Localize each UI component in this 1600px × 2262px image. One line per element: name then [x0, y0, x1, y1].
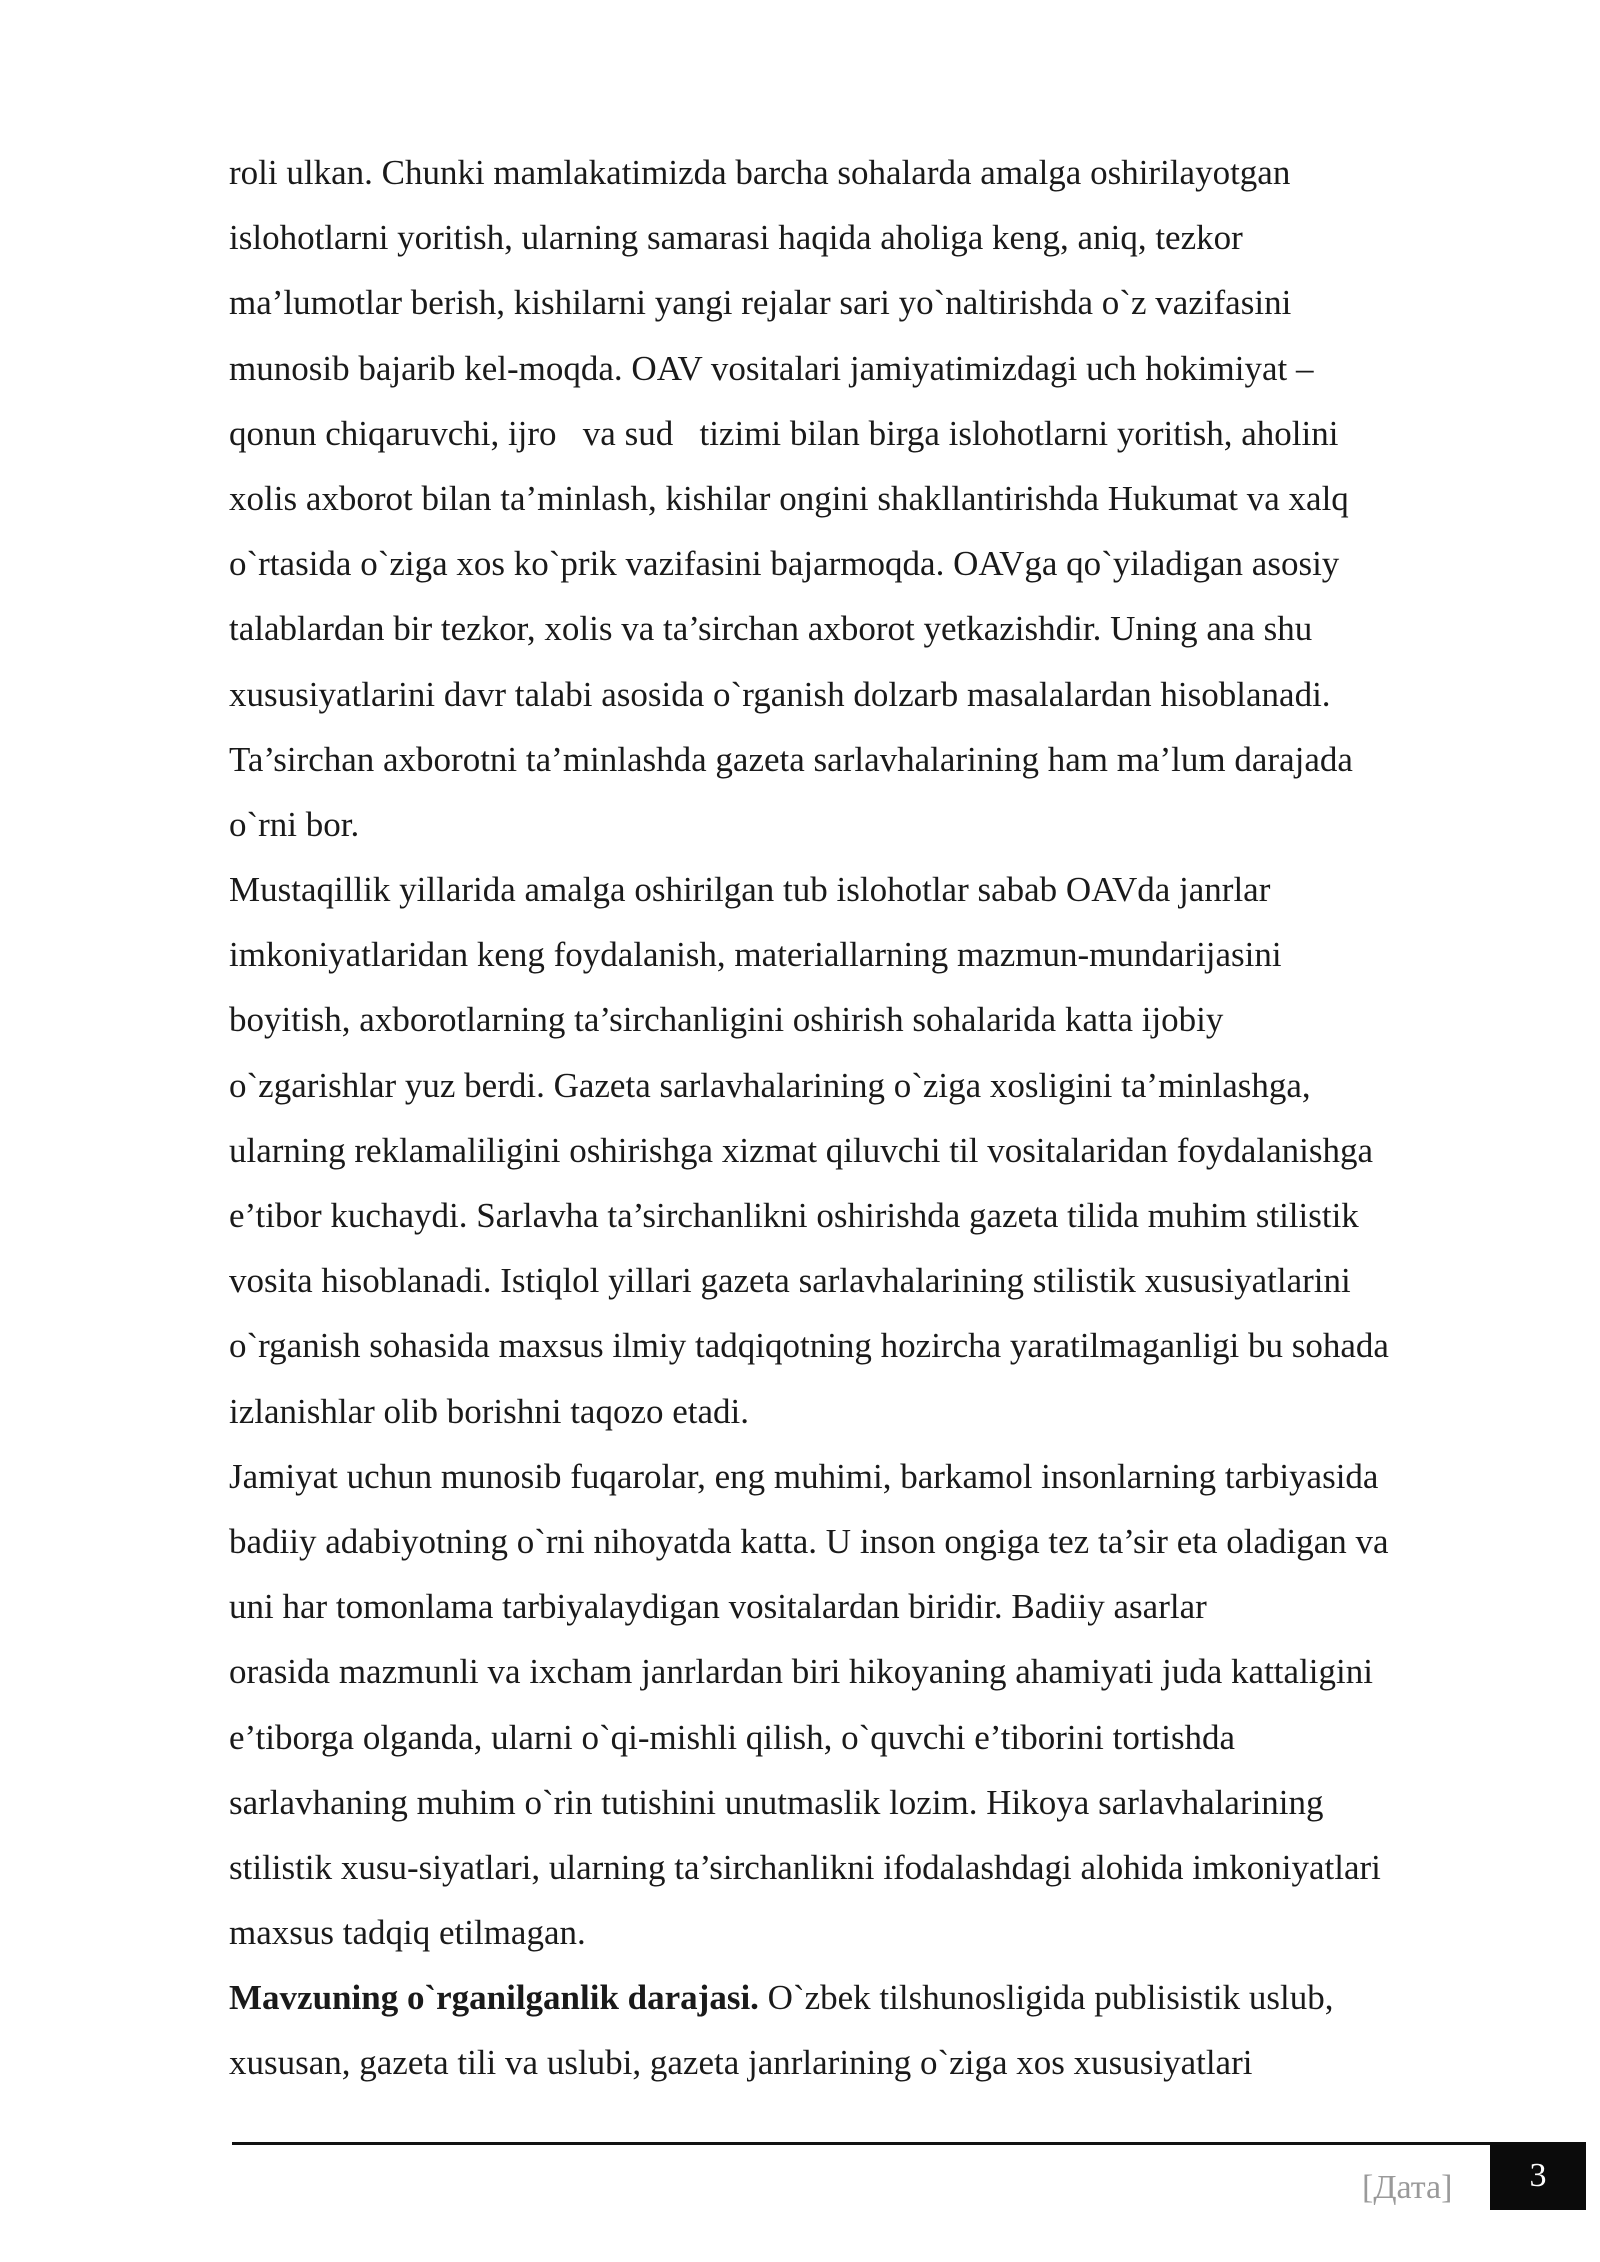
section-heading: Mavzuning o`rganilganlik darajasi. — [229, 1978, 759, 2018]
text-line: orasida mazmunli va ixcham janrlardan biri hikoyaning ahamiyati juda kattaligini — [229, 1652, 1373, 1692]
text-line: e’tiborga olganda, ularni o`qi-mishli qilish, o`quvchi e’tiborini tortishda — [229, 1717, 1236, 1757]
heading-line — [229, 1965, 1489, 2030]
text-line: o`zgarishlar yuz berdi. Gazeta sarlavhalarining o`ziga xosligini ta’minlashga, — [229, 1065, 1311, 1105]
text-line: roli ulkan. Chunki mamlakatimizda barcha sohalarda amalga oshirilayotgan — [229, 153, 1291, 192]
page-body — [229, 140, 1489, 2096]
text-line: xususiyatlarini davr talabi asosida o`rganish dolzarb masalalardan hisoblanadi. — [229, 674, 1331, 714]
text-line: izlanishlar olib borishni taqozo etadi. — [229, 1391, 750, 1431]
text-line: Mustaqillik yillarida amalga oshirilgan tub islohotlar sabab OAVda janrlar — [229, 870, 1271, 910]
text-line: uni har tomonlama tarbiyalaydigan vositalardan biridir. Badiiy asarlar — [229, 1587, 1207, 1627]
text-line: o`rtasida o`ziga xos ko`prik vazifasini bajarmoqda. OAVga qo`yiladigan asosiy — [229, 544, 1340, 584]
text-line: qonun chiqaruvchi, ijro va sud tizimi bilan birga islohotlarni yoritish, aholini — [229, 413, 1339, 453]
text-line: ularning reklamaliligini oshirishga xizmat qiluvchi til vositalaridan foydalanishga — [229, 1130, 1374, 1170]
text-line: e’tibor kuchaydi. Sarlavha ta’sirchanlikni oshirishda gazeta tilida muhim stilistik — [229, 1196, 1359, 1235]
text-line: Ta’sirchan axborotni ta’minlashda gazeta sarlavhalarining ham ma’lum darajada — [229, 739, 1353, 779]
text-line: islohotlarni yoritish, ularning samarasi haqida aholiga keng, aniq, tezkor — [229, 218, 1243, 258]
text-line: imkoniyatlaridan keng foydalanish, materiallarning mazmun-mundarijasini — [229, 935, 1282, 975]
heading-continuation: O`zbek tilshunosligida publisistik uslub, — [758, 1978, 1334, 2018]
text-line: stilistik xusu-siyatlari, ularning ta’sirchanlikni ifodalashdagi alohida imkoniyatlari — [229, 1847, 1381, 1887]
text-line: boyitish, axborotlarning ta’sirchanligini oshirish sohalarida katta ijobiy — [229, 1000, 1224, 1040]
footer-divider — [232, 2142, 1490, 2145]
page-number: 3 — [1529, 2157, 1547, 2194]
text-line: Jamiyat uchun munosib fuqarolar, eng muhimi, barkamol insonlarning tarbiyasida — [229, 1456, 1379, 1496]
text-line: vosita hisoblanadi. Istiqlol yillari gazeta sarlavhalarining stilistik xususiyatlarini — [229, 1261, 1351, 1301]
text-line: sarlavhaning muhim o`rin tutishini unutmaslik lozim. Hikoya sarlavhalarining — [229, 1782, 1324, 1822]
text-line: o`rni bor. — [229, 804, 360, 844]
text-line: o`rganish sohasida maxsus ilmiy tadqiqotning hozircha yaratilmaganligi bu sohada — [229, 1326, 1389, 1366]
text-line: ma’lumotlar berish, kishilarni yangi rejalar sari yo`naltirishda o`z vazifasini — [229, 283, 1292, 323]
page-number-box — [1490, 2142, 1586, 2210]
text-line: talablardan bir tezkor, xolis va ta’sirchan axborot yetkazishdir. Uning ana shu — [229, 609, 1313, 649]
text-line: xolis axborot bilan ta’minlash, kishilar ongini shakllantirishda Hukumat va xalq — [229, 478, 1349, 518]
text-line: maxsus tadqiq etilmagan. — [229, 1913, 586, 1953]
text-line: xususan, gazeta tili va uslubi, gazeta janrlarining o`ziga xos xususiyatlari — [229, 2043, 1253, 2083]
footer-date-placeholder: [Дата] — [1362, 2169, 1453, 2206]
text-line: badiiy adabiyotning o`rni nihoyatda katta. U inson ongiga tez ta’sir eta oladigan va — [229, 1521, 1389, 1561]
text-line: munosib bajarib kel-moqda. OAV vositalari jamiyatimizdagi uch hokimiyat – — [229, 348, 1314, 388]
